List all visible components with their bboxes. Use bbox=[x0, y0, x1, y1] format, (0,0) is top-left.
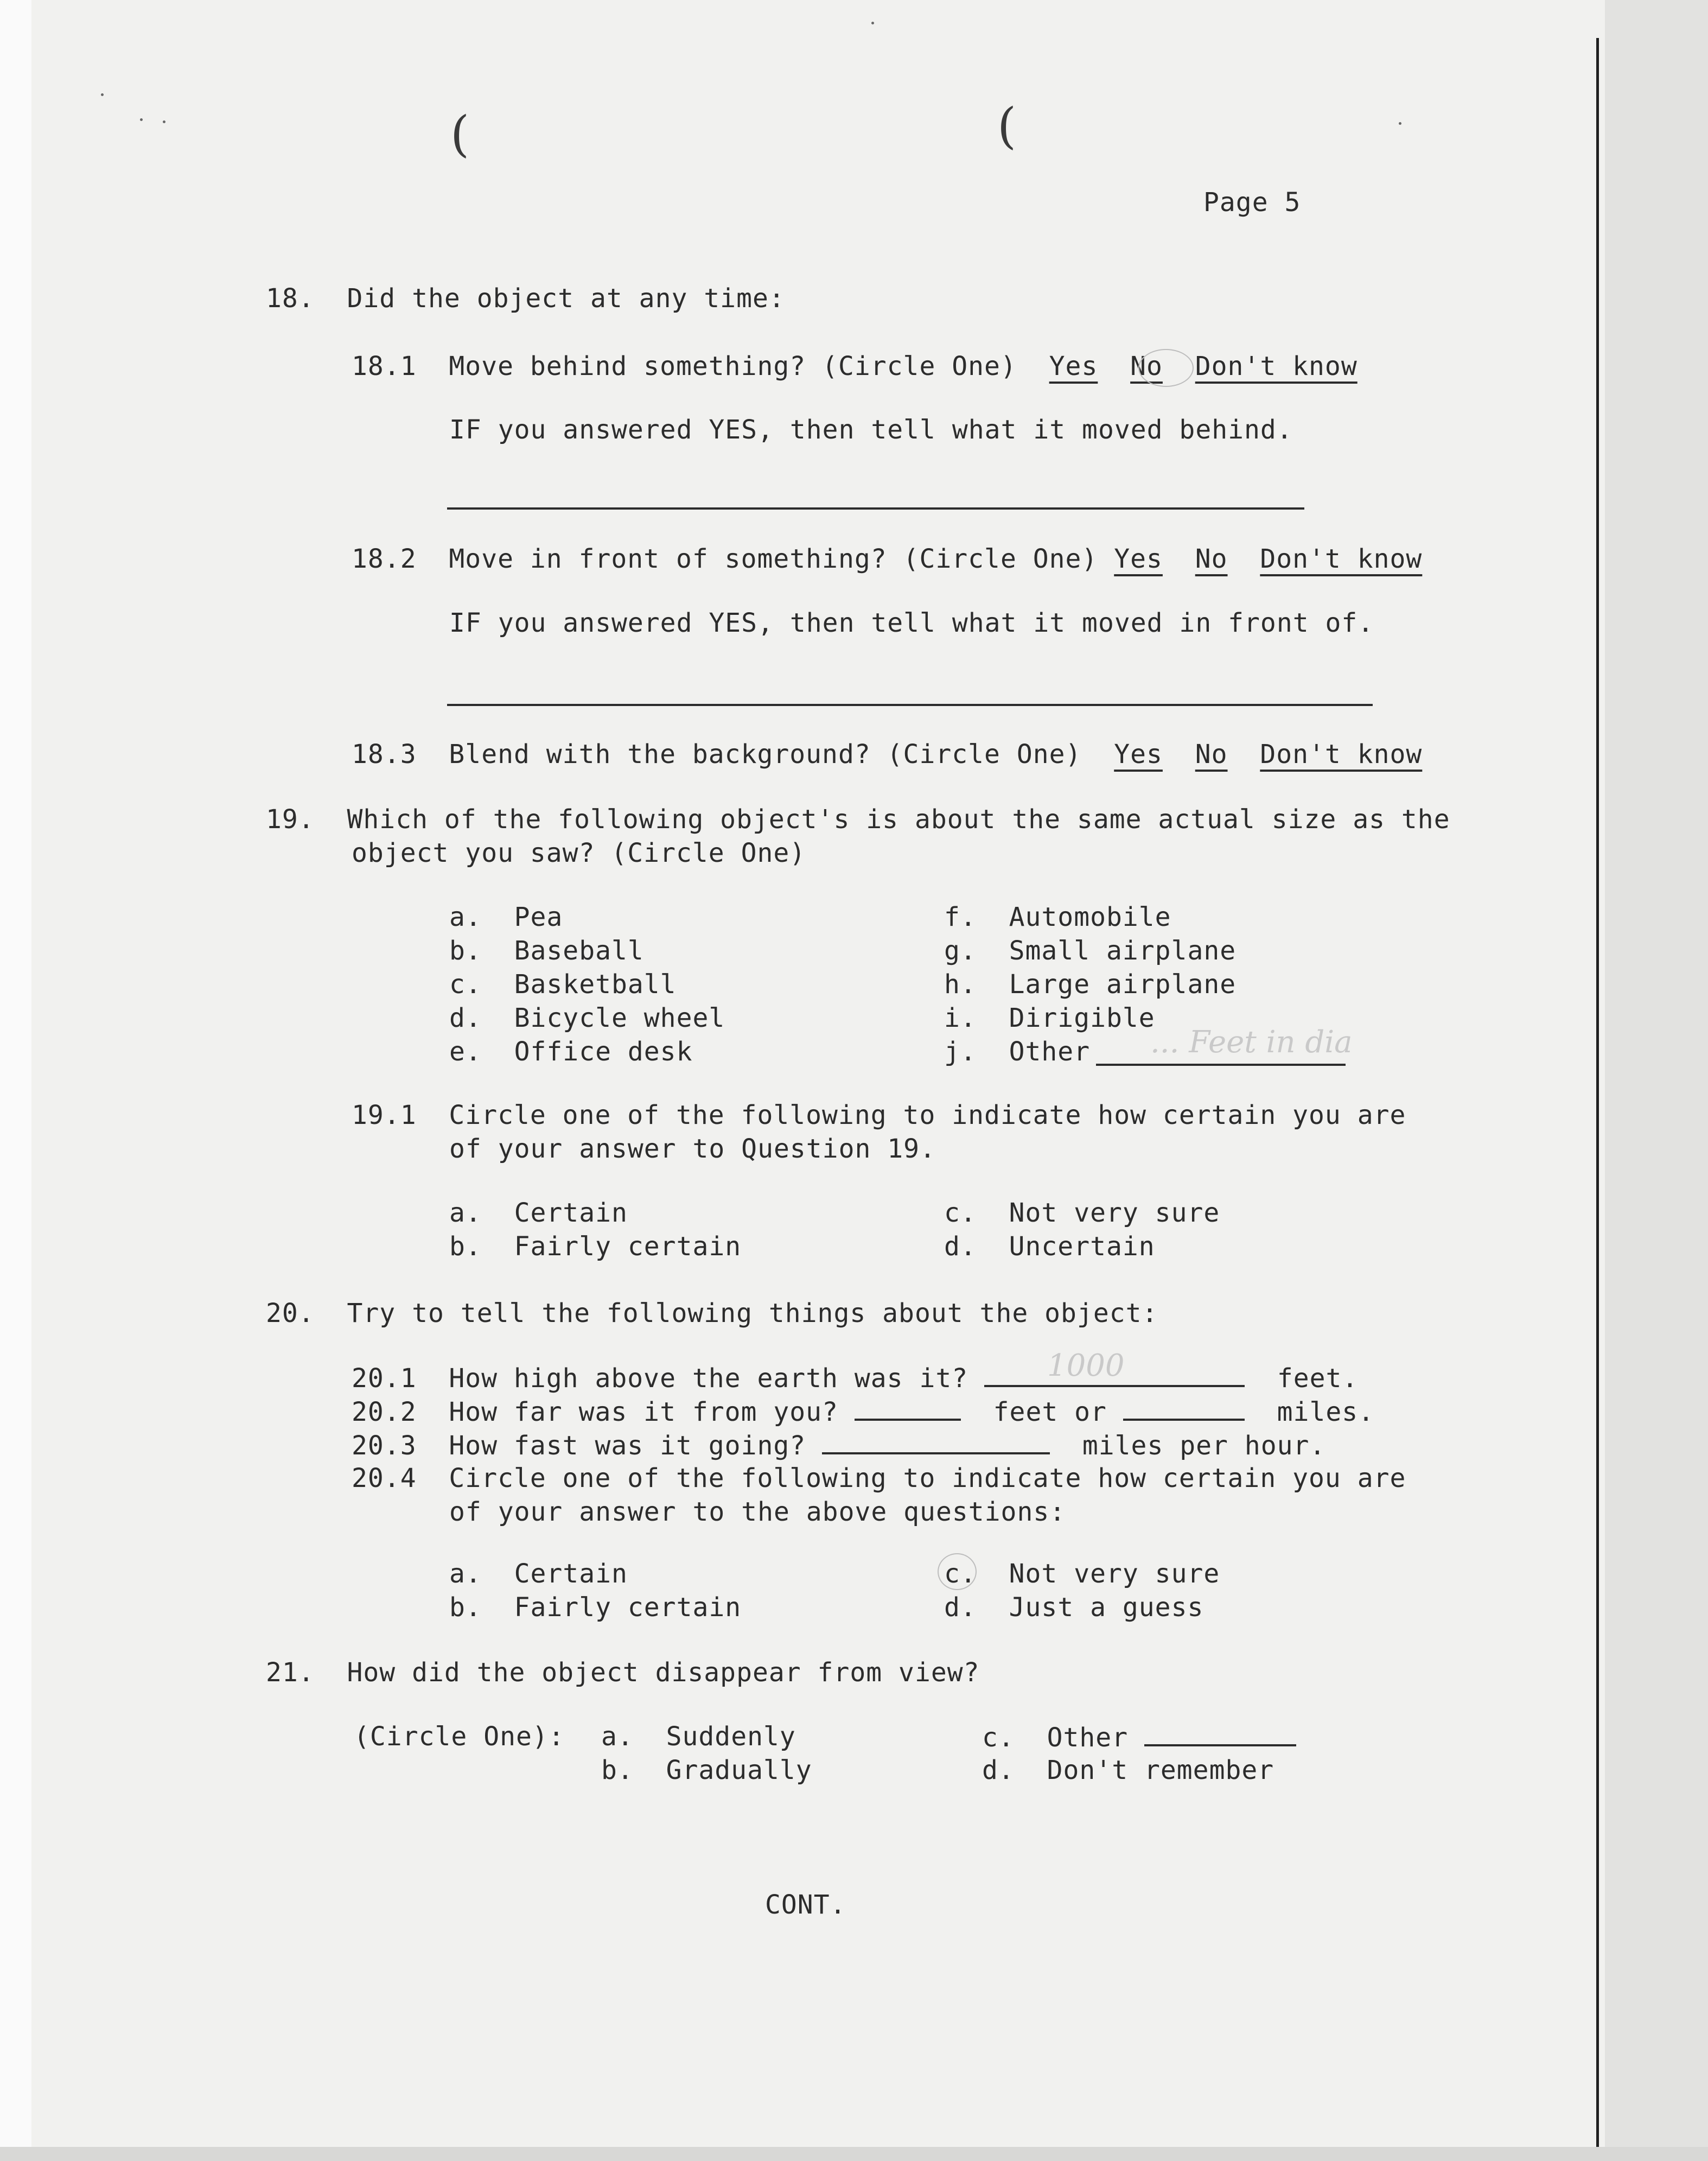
q20-4-line2: of your answer to the above questions: bbox=[449, 1497, 1066, 1527]
q20-2-feet-blank[interactable] bbox=[855, 1395, 961, 1421]
answer-dont-know[interactable]: Don't know bbox=[1195, 351, 1358, 382]
punch-mark-left: ( bbox=[450, 106, 470, 163]
q19-heading-line1: 19. Which of the following object's is about the same actual size as the bbox=[266, 804, 1450, 835]
speck bbox=[163, 120, 165, 123]
q19-option-c[interactable]: c. Basketball bbox=[449, 969, 677, 1000]
q19-1-option-d[interactable]: d. Uncertain bbox=[944, 1231, 1155, 1262]
q18-1-followup: IF you answered YES, then tell what it moved behind. bbox=[449, 415, 1293, 445]
q20-2: 20.2 How far was it from you? feet or miles. bbox=[352, 1395, 1374, 1428]
answer-no[interactable]: No bbox=[1195, 739, 1228, 770]
continued-label: CONT. bbox=[765, 1890, 846, 1920]
q19-option-i[interactable]: i. Dirigible bbox=[944, 1003, 1155, 1033]
answer-yes[interactable]: Yes bbox=[1114, 544, 1163, 574]
speck bbox=[1399, 122, 1401, 125]
q20-4-option-b[interactable]: b. Fairly certain bbox=[449, 1592, 742, 1623]
q19-other-line[interactable] bbox=[1096, 1064, 1346, 1066]
answer-yes[interactable]: Yes bbox=[1114, 739, 1163, 770]
punch-mark-right: ( bbox=[997, 98, 1017, 155]
q19-1-line2: of your answer to Question 19. bbox=[449, 1134, 936, 1164]
speck bbox=[101, 93, 104, 96]
page-edge-line bbox=[1596, 38, 1599, 2149]
q19-option-a[interactable]: a. Pea bbox=[449, 902, 563, 932]
speck bbox=[871, 22, 874, 24]
q21-other-blank[interactable] bbox=[1144, 1720, 1296, 1746]
q19-option-f[interactable]: f. Automobile bbox=[944, 902, 1171, 932]
q20-4-line1: 20.4 Circle one of the following to indicate how certain you are bbox=[352, 1463, 1406, 1493]
q18-1-answer-line[interactable] bbox=[447, 507, 1304, 510]
q18-3: 18.3 Blend with the background? (Circle One) Yes No Don't know bbox=[352, 739, 1423, 770]
q21-option-c[interactable]: c. Other bbox=[982, 1720, 1296, 1754]
q19-1-option-a[interactable]: a. Certain bbox=[449, 1198, 628, 1228]
circled-answer-mark bbox=[938, 1553, 977, 1590]
q20-1-handwritten: 1000 bbox=[1047, 1348, 1125, 1383]
q19-option-b[interactable]: b. Baseball bbox=[449, 936, 644, 966]
q18-2-followup: IF you answered YES, then tell what it moved in front of. bbox=[449, 608, 1374, 638]
q20-1: 20.1 How high above the earth was it? feet. bbox=[352, 1361, 1358, 1395]
q19-option-j[interactable]: j. Other bbox=[944, 1037, 1091, 1067]
answer-no[interactable]: No bbox=[1130, 351, 1163, 382]
scan-left-margin bbox=[0, 0, 31, 2161]
q19-option-d[interactable]: d. Bicycle wheel bbox=[449, 1003, 725, 1033]
scan-bottom-margin bbox=[0, 2147, 1708, 2161]
q19-1-option-c[interactable]: c. Not very sure bbox=[944, 1198, 1220, 1228]
q19-option-h[interactable]: h. Large airplane bbox=[944, 969, 1237, 1000]
q21-option-d[interactable]: d. Don't remember bbox=[982, 1755, 1274, 1785]
q19-option-g[interactable]: g. Small airplane bbox=[944, 936, 1237, 966]
q18-2: 18.2 Move in front of something? (Circle One) Yes No Don't know bbox=[352, 544, 1423, 574]
q19-other-handwritten: ... Feet in dia bbox=[1150, 1025, 1353, 1060]
q21-circle-label: (Circle One): bbox=[354, 1721, 565, 1752]
answer-dont-know[interactable]: Don't know bbox=[1260, 544, 1423, 574]
answer-dont-know[interactable]: Don't know bbox=[1260, 739, 1423, 770]
q19-heading-line2: object you saw? (Circle One) bbox=[352, 838, 806, 868]
q20-2-miles-blank[interactable] bbox=[1123, 1395, 1245, 1421]
q19-1-line1: 19.1 Circle one of the following to indicate how certain you are bbox=[352, 1100, 1406, 1130]
q20-4-option-d[interactable]: d. Just a guess bbox=[944, 1592, 1204, 1623]
q21-heading: 21. How did the object disappear from view? bbox=[266, 1657, 980, 1688]
q19-1-option-b[interactable]: b. Fairly certain bbox=[449, 1231, 742, 1262]
q21-option-a[interactable]: a. Suddenly bbox=[601, 1721, 796, 1752]
q20-4-option-a[interactable]: a. Certain bbox=[449, 1559, 628, 1589]
q18-2-answer-line[interactable] bbox=[447, 704, 1373, 706]
q18-heading: 18. Did the object at any time: bbox=[266, 283, 785, 314]
q20-4-option-c[interactable]: c. Not very sure bbox=[944, 1559, 1220, 1589]
q21-option-b[interactable]: b. Gradually bbox=[601, 1755, 812, 1785]
q19-option-e[interactable]: e. Office desk bbox=[449, 1037, 693, 1067]
answer-no[interactable]: No bbox=[1195, 544, 1228, 574]
circled-answer-mark bbox=[1138, 349, 1194, 387]
page-number: Page 5 bbox=[1203, 187, 1301, 218]
q20-3: 20.3 How fast was it going? miles per hour. bbox=[352, 1428, 1325, 1462]
answer-yes[interactable]: Yes bbox=[1049, 351, 1098, 382]
q20-heading: 20. Try to tell the following things about the object: bbox=[266, 1298, 1158, 1329]
scan-right-margin bbox=[1605, 0, 1708, 2161]
q20-3-blank[interactable] bbox=[822, 1428, 1050, 1454]
q18-1: 18.1 Move behind something? (Circle One) Yes No Don't know bbox=[352, 351, 1358, 382]
speck bbox=[140, 118, 143, 121]
